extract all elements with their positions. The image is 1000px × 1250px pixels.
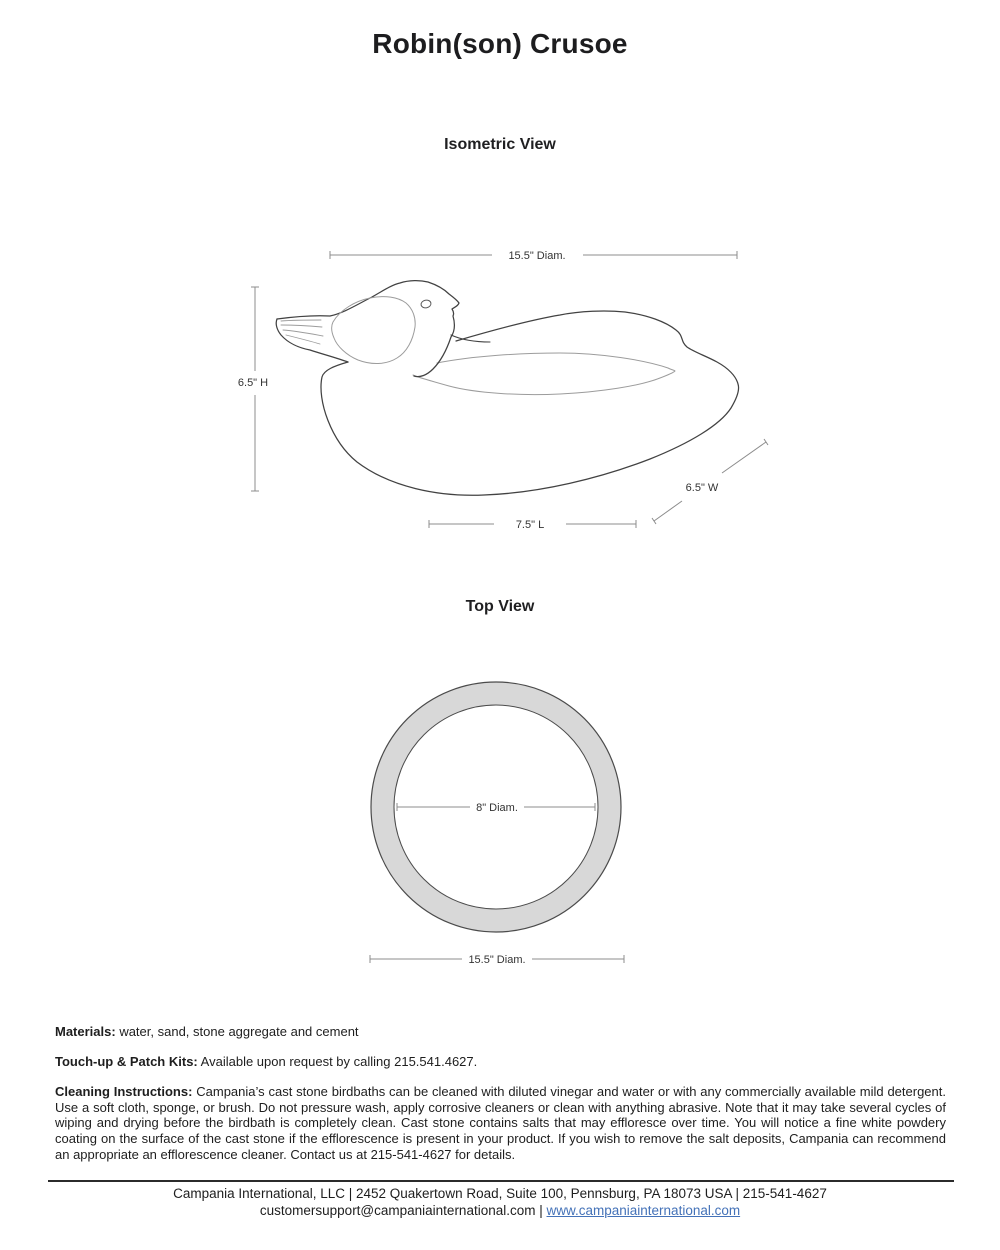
touchup-label: Touch-up & Patch Kits: <box>55 1054 198 1070</box>
page-title: Robin(son) Crusoe <box>372 28 628 59</box>
footer <box>0 1186 1000 1219</box>
top-view-drawing <box>370 682 624 966</box>
iso-dim-length <box>429 519 636 531</box>
materials-text: water, sand, stone aggregate and cement <box>115 1024 359 1039</box>
iso-dim-height <box>238 287 268 491</box>
iso-dim-length-label: 7.5" L <box>515 519 545 531</box>
top-view-heading: Top View <box>465 598 535 615</box>
cleaning-text: Campania’s cast stone birdbaths can be cleaned with diluted vinegar and water or with any commercially available mild detergent. Use a soft cloth, sponge, or brush. Do not pressure wash, apply corrosive cleaners or clean with anything abrasive. Note that it may take several cycles of wiping and drying before the birdbath is completely clean. Cast stone contains salts that may effloresce over time. You will notice a fine white powdery coating on the surface of the cast stone if the efflorescence is present in your product. If you wish to remove the salt deposits, Campania can recommend an appropriate an efflorescence cleaner. Contact us at 215-541-4627 for details. <box>55 1084 946 1162</box>
product-details <box>55 1024 946 1177</box>
cleaning-label: Cleaning Instructions: <box>55 1084 193 1100</box>
iso-dim-diameter <box>330 250 737 262</box>
isometric-drawing <box>238 250 768 531</box>
touchup-text: Available upon request by calling 215.541.4627. <box>197 1054 478 1070</box>
footer-rule <box>48 1180 954 1182</box>
bird-wing <box>332 297 416 364</box>
footer-website-link[interactable]: www.campaniainternational.com <box>546 1202 741 1218</box>
top-dim-inner-label: 8" Diam. <box>476 802 518 814</box>
bird-eye <box>420 299 431 309</box>
footer-address-line: Campania International, LLC | 2452 Quakertown Road, Suite 100, Pennsburg, PA 18073 USA | 215-541-4627 <box>173 1186 827 1201</box>
bird-outline <box>277 281 459 377</box>
footer-contact-line <box>0 1203 1000 1220</box>
cleaning-instructions <box>55 1084 946 1162</box>
iso-dim-diameter-label: 15.5" Diam. <box>508 250 566 262</box>
footer-separator: | <box>535 1202 547 1218</box>
materials-label: Materials: <box>55 1024 116 1039</box>
bowl-inner-rim <box>413 353 675 395</box>
iso-dim-width-label: 6.5" W <box>685 482 719 494</box>
iso-dim-width <box>652 439 768 524</box>
iso-dim-height-label: 6.5" H <box>237 377 269 389</box>
touchup-line <box>55 1054 946 1070</box>
materials-line <box>55 1024 946 1040</box>
bowl-outline <box>321 311 739 495</box>
top-dim-outer <box>370 954 624 966</box>
top-dim-outer-label: 15.5" Diam. <box>468 954 526 966</box>
isometric-view-heading: Isometric View <box>444 136 556 153</box>
footer-email: customersupport@campaniainternational.com <box>259 1202 536 1218</box>
